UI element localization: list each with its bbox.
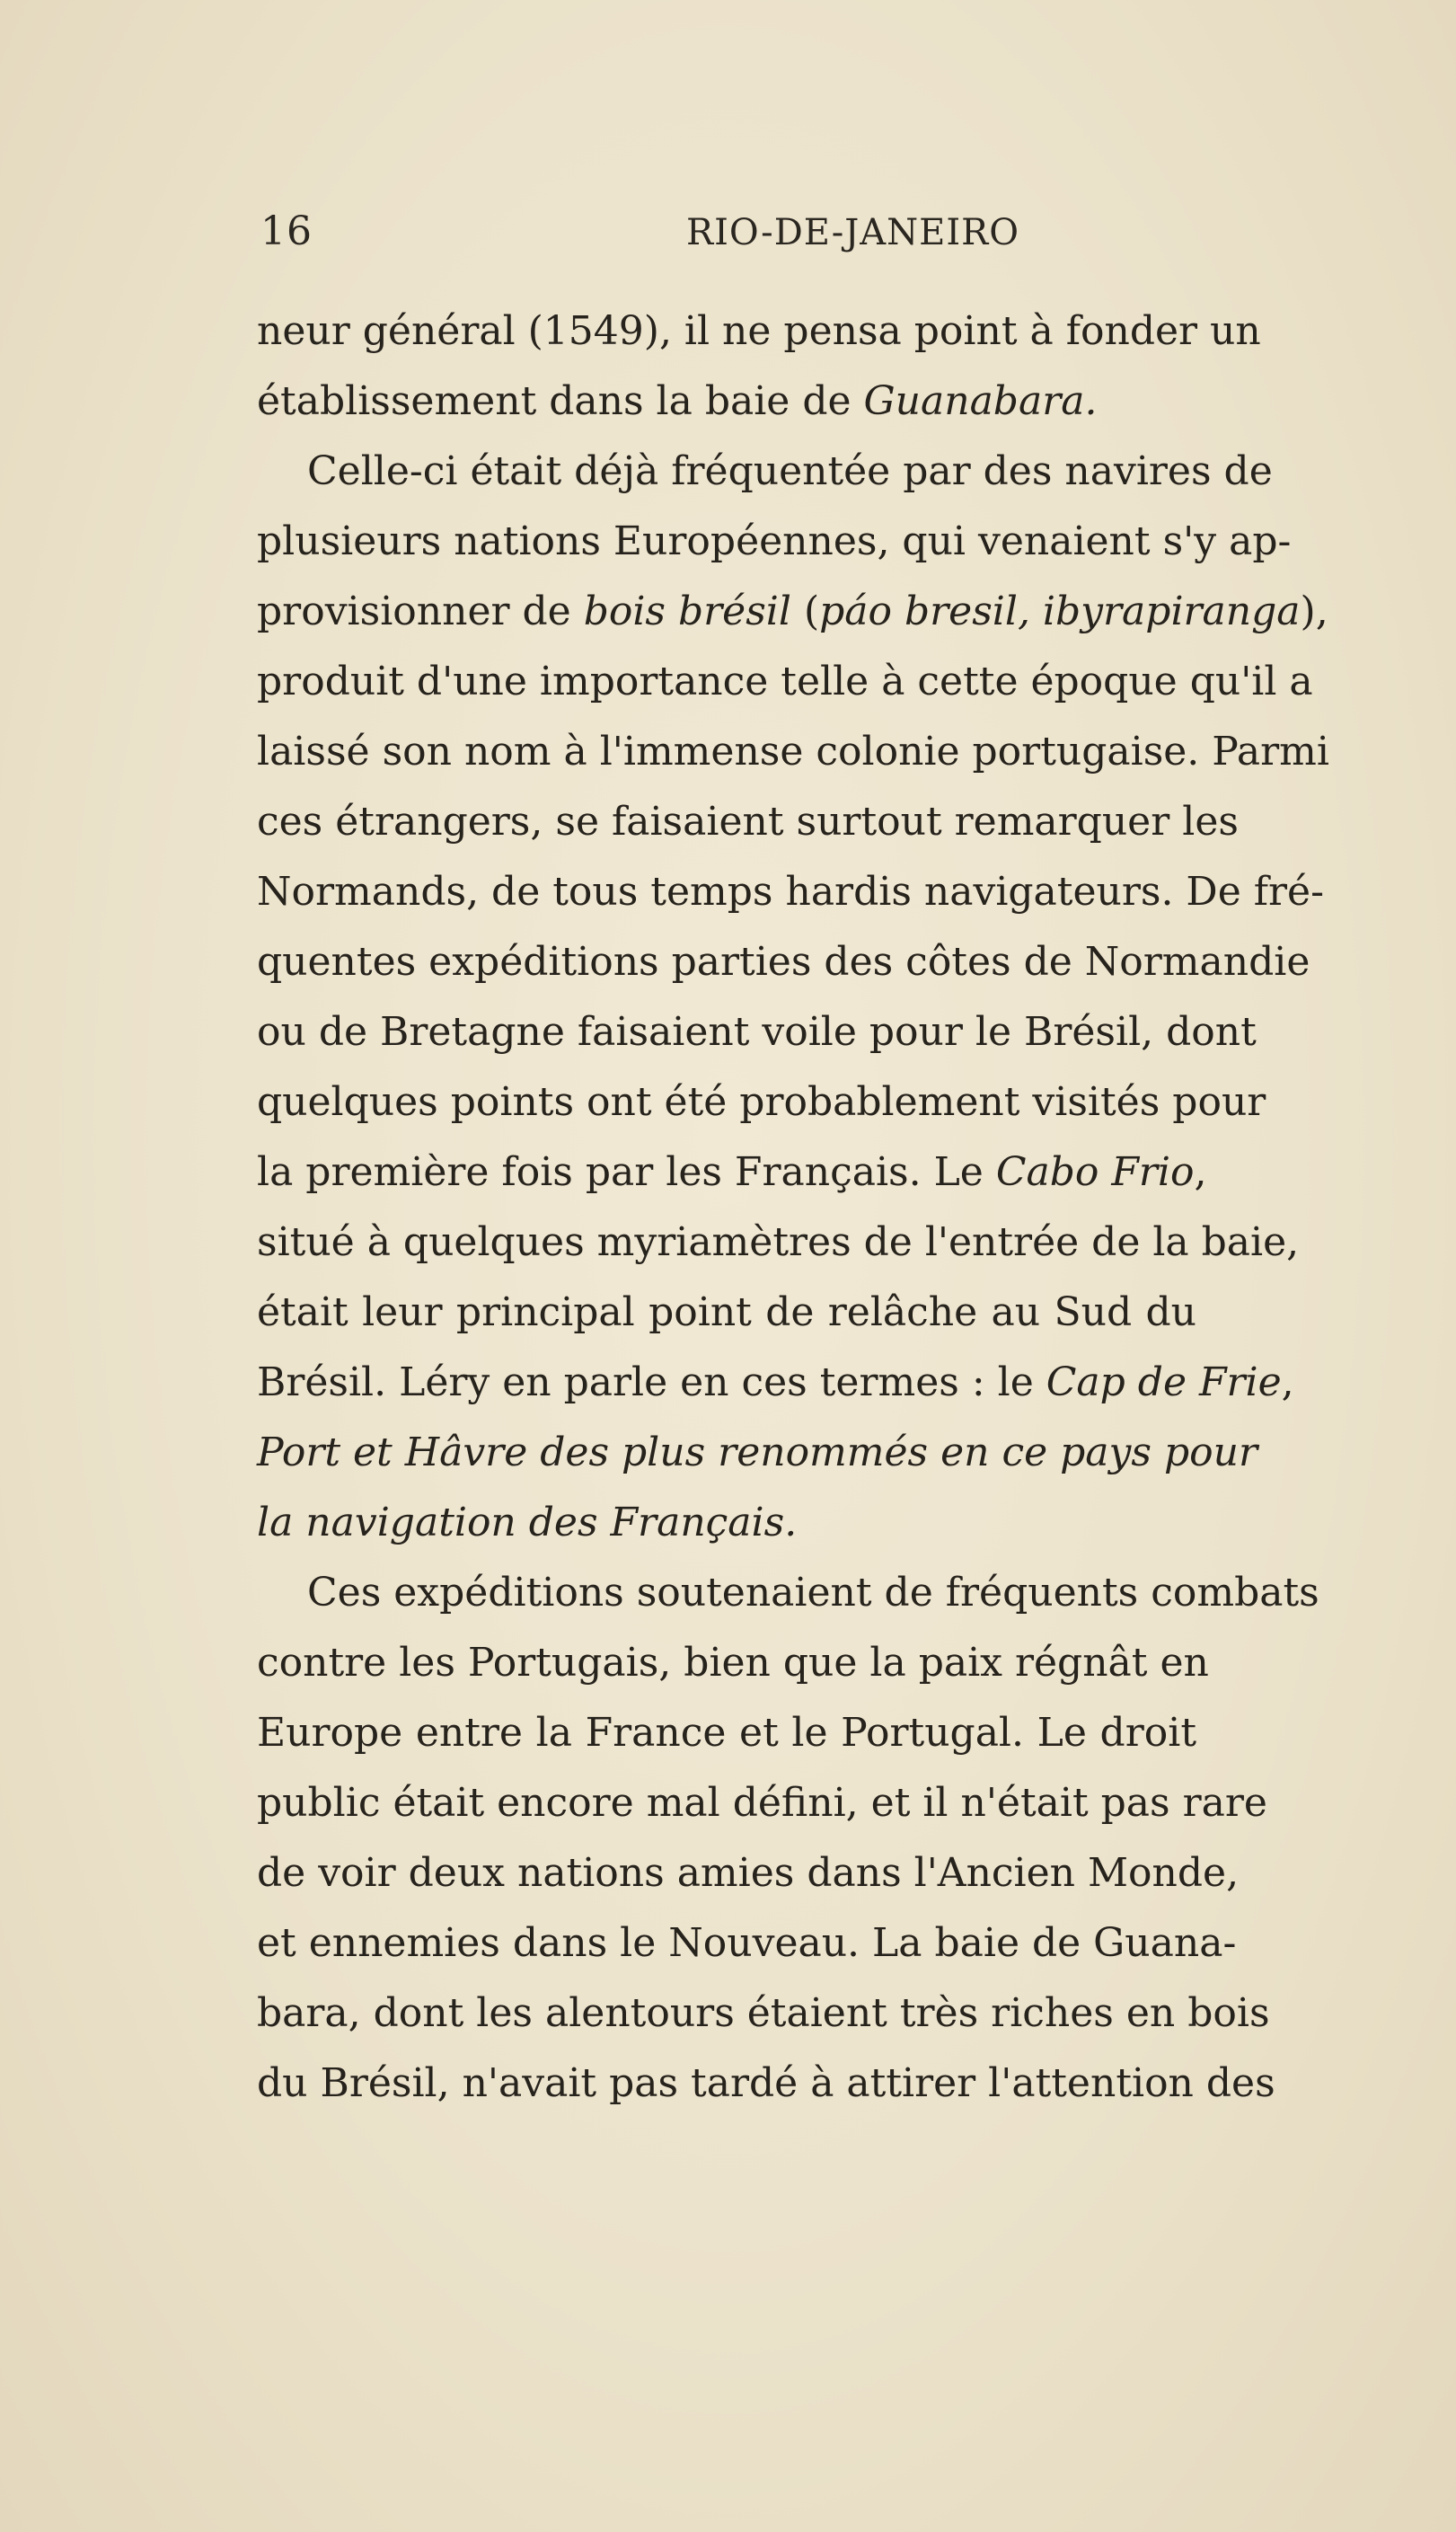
page-number: 16 (260, 208, 313, 254)
text-line (257, 1418, 1257, 1488)
text-line: Europe entre la France et le Portugal. Le droit (257, 1710, 1196, 1756)
italic-span: Cap de Frie (1046, 1359, 1282, 1405)
text-line: était leur principal point de relâche au Sud du (257, 1289, 1196, 1335)
running-head: RIO-DE-JANEIRO (686, 212, 1020, 253)
text-line: produit d'une importance telle à cette époque qu'il a (257, 659, 1313, 704)
text-line: neur général (1549), il ne pensa point à fonder un (257, 308, 1261, 354)
text-line: Normands, de tous temps hardis navigateurs. De fré- (257, 869, 1324, 915)
text-span: , (1281, 1359, 1294, 1405)
text-span: établissement dans la baie de (257, 378, 864, 424)
text-line (257, 367, 1196, 437)
text-span: Brésil. Léry en parle en ces termes : le (257, 1359, 1046, 1405)
italic-span: Guanabara. (863, 378, 1098, 424)
text-line (257, 1348, 1294, 1418)
text-span: ( (790, 589, 820, 634)
text-line: laissé son nom à l'immense colonie portugaise. Parmi (257, 729, 1329, 775)
italic-span: bois brésil (583, 589, 791, 634)
text-line: du Brésil, n'avait pas tardé à attirer l'attention des (257, 2060, 1275, 2106)
text-line: et ennemies dans le Nouveau. La baie de Guana- (257, 1920, 1237, 1966)
italic-span: la navigation des Français. (257, 1500, 798, 1545)
text-line: ces étrangers, se faisaient surtout remarquer les (257, 799, 1239, 845)
text-span: la première fois par les Français. Le (257, 1149, 996, 1195)
text-line: situé à quelques myriamètres de l'entrée de la baie, (257, 1219, 1300, 1265)
text-span: provisionner de (257, 589, 584, 634)
italic-span: Port et Hâvre des plus renommés en ce pays pour (257, 1430, 1257, 1475)
text-line: Ces expéditions soutenaient de fréquents combats (307, 1570, 1319, 1616)
text-line: contre les Portugais, bien que la paix régnât en (257, 1640, 1209, 1686)
text-line: public était encore mal défini, et il n'était pas rare (257, 1780, 1267, 1826)
text-line: Celle-ci était déjà fréquentée par des navires de (307, 448, 1273, 494)
text-line (257, 1488, 1196, 1558)
text-line: quentes expéditions parties des côtes de Normandie (257, 939, 1310, 985)
body-text (257, 297, 1329, 2119)
italic-span: Cabo Frio (995, 1149, 1195, 1195)
text-span: , (1194, 1149, 1207, 1195)
text-line: bara, dont les alentours étaient très riches en bois (257, 1990, 1270, 2036)
text-line: quelques points ont été probablement visités pour (257, 1079, 1266, 1125)
text-line (257, 577, 1328, 647)
page-header (260, 208, 1193, 271)
text-line: plusieurs nations Européennes, qui venaient s'y ap- (257, 518, 1292, 564)
text-line: ou de Bretagne faisaient voile pour le Brésil, dont (257, 1009, 1257, 1055)
italic-span: páo bresil, ibyrapiranga (819, 589, 1301, 634)
text-line: de voir deux nations amies dans l'Ancien Monde, (257, 1850, 1240, 1896)
text-span: ), (1300, 589, 1328, 634)
text-line (257, 1138, 1207, 1208)
